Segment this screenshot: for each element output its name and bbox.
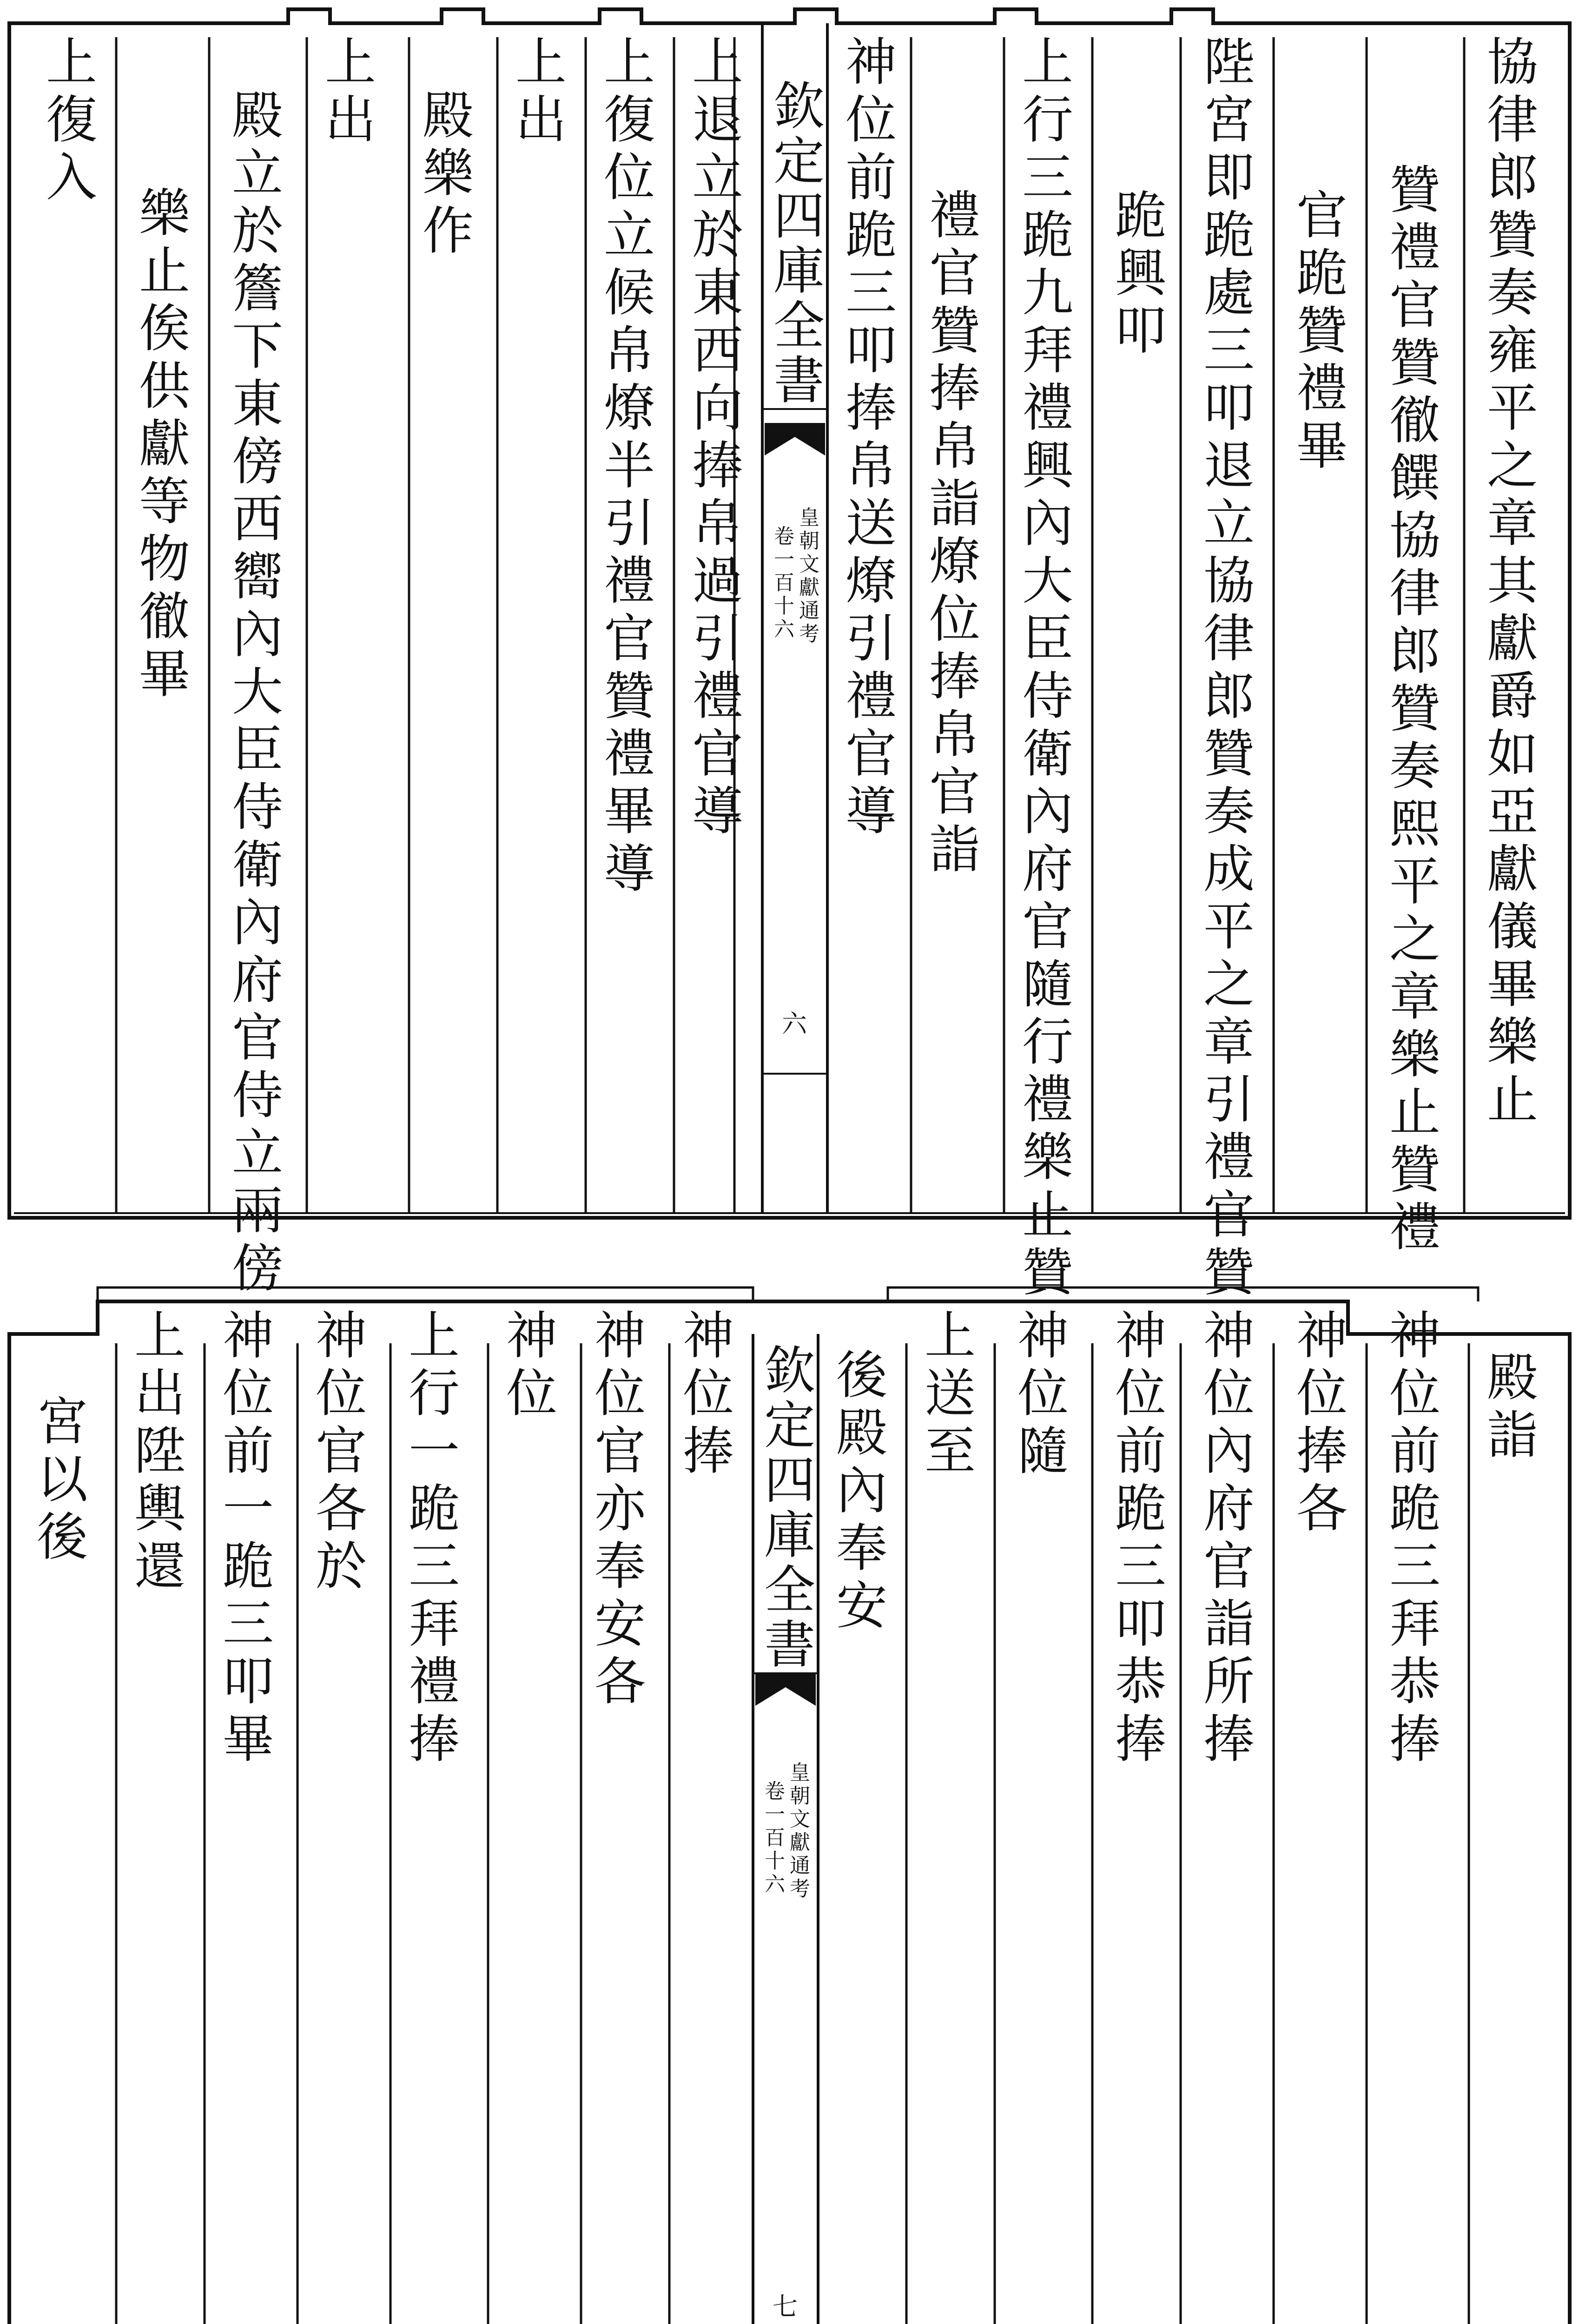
- book-section: 皇朝文獻通考: [786, 1762, 810, 1901]
- text-column: 跪興叩: [1107, 188, 1166, 361]
- text-column: 樂止俟供獻等物徹畢: [131, 186, 190, 705]
- book-volume: 卷一百十六: [770, 525, 794, 641]
- book-title: 欽定四庫全書: [756, 1343, 815, 1672]
- fish-tail-mark-icon: [755, 1673, 816, 1706]
- top-page: [9, 9, 1570, 1303]
- text-column: 上出陞輿還: [126, 1308, 185, 1597]
- text-column: 神位前跪三拜恭捧: [1381, 1308, 1440, 1769]
- fish-tail-mark-icon: [765, 423, 825, 456]
- text-column: 神位內府官詣所捧: [1195, 1308, 1255, 1769]
- text-column: 殿詣: [1479, 1350, 1538, 1466]
- text-column: 神位: [498, 1308, 557, 1424]
- page-number: 六: [782, 1009, 807, 1038]
- text-column: 神位前跪三叩恭捧: [1107, 1308, 1166, 1769]
- text-column: 上復位立候帛燎半引禮官贊禮畢導: [595, 35, 655, 899]
- text-column: 神位官各於: [307, 1308, 367, 1597]
- text-column: 禮官贊捧帛詣燎位捧帛官詣: [921, 188, 980, 880]
- text-column: 上行一跪三拜禮捧: [400, 1308, 460, 1769]
- text-column: 上退立於東西向捧帛過引禮官導: [684, 35, 743, 842]
- book-section: 皇朝文獻通考: [795, 507, 819, 646]
- text-column: 神位捧: [674, 1308, 734, 1481]
- text-column: 神位官亦奉安各: [586, 1308, 646, 1712]
- text-column: 上出: [507, 35, 567, 150]
- text-column: 神位前一跪三叩畢: [214, 1308, 274, 1769]
- text-column: 陛宮即跪處三叩退立協律郎贊奏成平之章引禮官贊: [1195, 35, 1255, 1303]
- text-column: 協律郎贊奏雍平之章其獻爵如亞獻儀畢樂止: [1479, 35, 1538, 1130]
- text-column: 神位前跪三叩捧帛送燎引禮官導: [837, 35, 897, 842]
- bottom-page: [9, 1274, 1570, 2324]
- text-column: 官跪贊禮畢: [1288, 188, 1348, 476]
- text-column: 殿樂作: [414, 88, 474, 261]
- page-number: 七: [773, 2292, 798, 2321]
- book-center-strip: [762, 23, 827, 1213]
- book-center-strip: [753, 1334, 818, 2324]
- text-column: 神位隨: [1009, 1308, 1069, 1481]
- text-column: 後殿內奉安: [828, 1348, 887, 1636]
- text-column: 殿立於簷下東傍西嚮內大臣侍衛內府官侍立兩傍: [224, 88, 283, 1299]
- text-column: 神位捧各: [1288, 1308, 1348, 1539]
- text-column: 上出: [317, 35, 376, 150]
- text-column: 贊禮官贊徹饌協律郎贊奏熙平之章樂止贊禮: [1381, 163, 1440, 1258]
- text-column: 上復入: [38, 35, 97, 208]
- book-volume: 卷一百十六: [761, 1780, 785, 1896]
- text-column: 宮以後: [28, 1394, 88, 1567]
- text-column: 上行三跪九拜禮興內大臣侍衛內府官隨行禮樂止贊: [1014, 35, 1073, 1303]
- text-column: 上送至: [916, 1308, 976, 1481]
- book-title: 欽定四庫全書: [765, 79, 825, 408]
